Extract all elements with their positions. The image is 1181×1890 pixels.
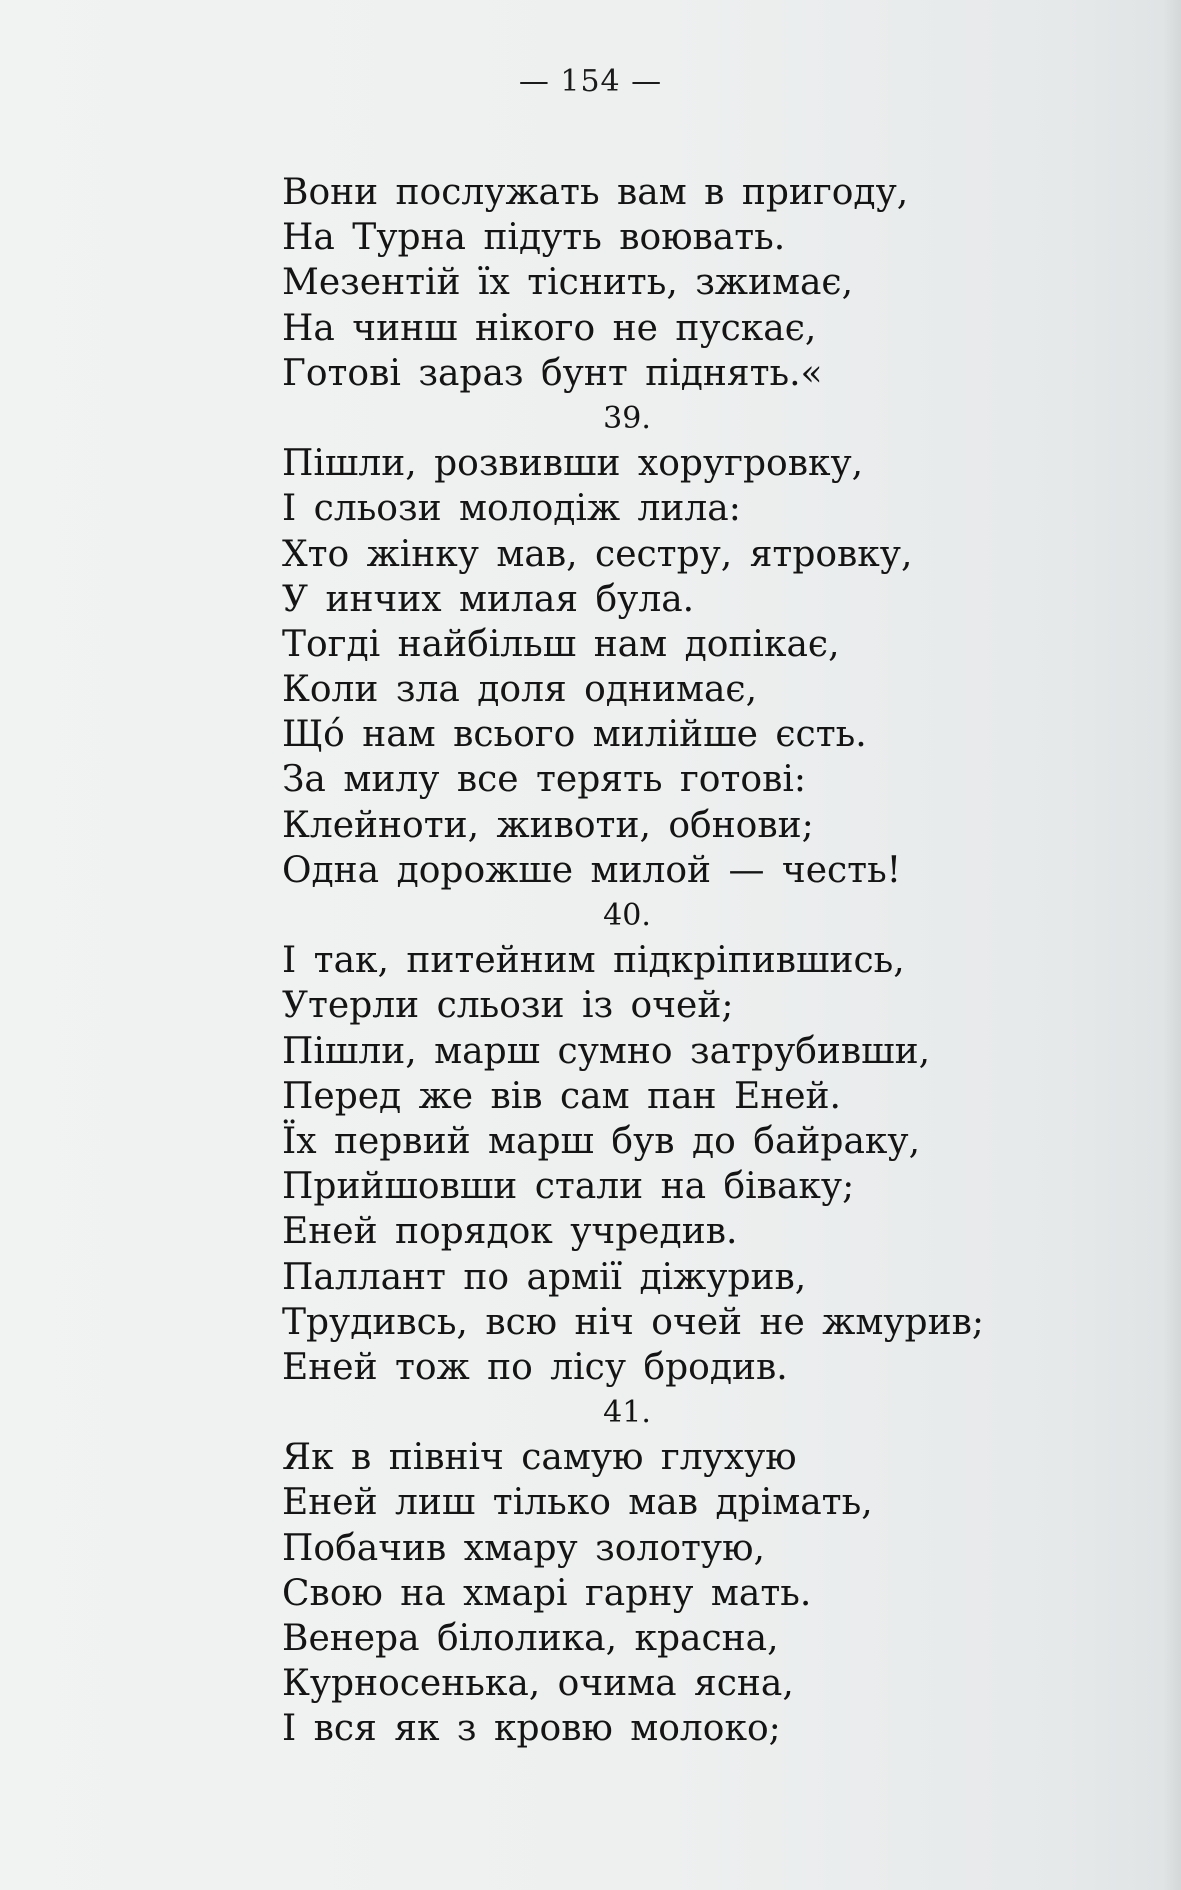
verse-line: Щó нам всього милійше єсть. (282, 714, 867, 756)
verse-line: Паллант по армії діжурив, (282, 1256, 807, 1298)
stanza-number: 40. (603, 898, 651, 933)
stanza-number: 41. (603, 1395, 651, 1431)
verse-line: Свою на хмарі гарну мать. (282, 1572, 812, 1614)
verse-line: На Турна підуть воювать. (282, 217, 786, 259)
stanza-number: 39. (603, 400, 651, 436)
stanza-40 (282, 893, 1102, 1390)
verse-line: Як в північ самую глухую (282, 1437, 797, 1479)
verse-line: Побачив хмару золотую, (282, 1527, 765, 1569)
verse-line: Трудивсь, всю ніч очей не жмурив; (282, 1301, 984, 1343)
verse-line: І сльози молодіж лила: (282, 488, 741, 530)
stanza-41 (282, 1390, 1102, 1752)
verse-line: Еней тож по лісу бродив. (282, 1346, 788, 1388)
verse-line: Еней порядок учредив. (282, 1211, 738, 1253)
verse-line: Тогді найбільш нам допікає, (282, 623, 840, 665)
verse-line: Пішли, марш сумно затрубивши, (282, 1030, 931, 1072)
verse-line: І вся як з кровю молоко; (282, 1708, 781, 1750)
verse-line: На чинш нікого не пускає, (282, 307, 817, 349)
verse-line: Прийшовши стали на біваку; (282, 1166, 855, 1208)
verse-line: Клейноти, животи, обнови; (282, 804, 814, 846)
verse-line: Готові зараз бунт піднять.« (282, 352, 823, 394)
page-number: — 154 — (518, 64, 663, 99)
intro-stanza (282, 170, 1102, 396)
verse-line: Перед же вів сам пан Еней. (282, 1075, 841, 1117)
verse-line: Венера білолика, красна, (282, 1618, 779, 1659)
verse-line: Коли зла доля однимає, (282, 669, 758, 711)
verse-line: Їх первий марш був до байраку, (282, 1120, 921, 1162)
verse-line: Курносенька, очима ясна, (282, 1663, 794, 1705)
poem-text (282, 170, 1102, 1752)
verse-line: Одна дорожше милой — честь! (282, 849, 902, 891)
verse-line: У инчих милая була. (282, 578, 695, 620)
verse-line: Мезентій їх тіснить, зжимає, (282, 262, 854, 304)
verse-line: Утерли сльози із очей; (282, 985, 734, 1027)
verse-line: Хто жінку мав, сестру, ятровку, (282, 533, 913, 575)
verse-line: Пішли, розвивши хоругровку, (282, 443, 864, 485)
verse-line: За милу все терять готові: (282, 759, 806, 801)
page-edge-shadow (1163, 0, 1181, 1890)
verse-line: Вони послужать вам в пригоду, (282, 172, 909, 213)
verse-line: І так, питейним підкріпившись, (282, 940, 905, 982)
stanza-39 (282, 396, 1102, 893)
verse-line: Еней лиш тілько мав дрімать, (282, 1482, 873, 1524)
